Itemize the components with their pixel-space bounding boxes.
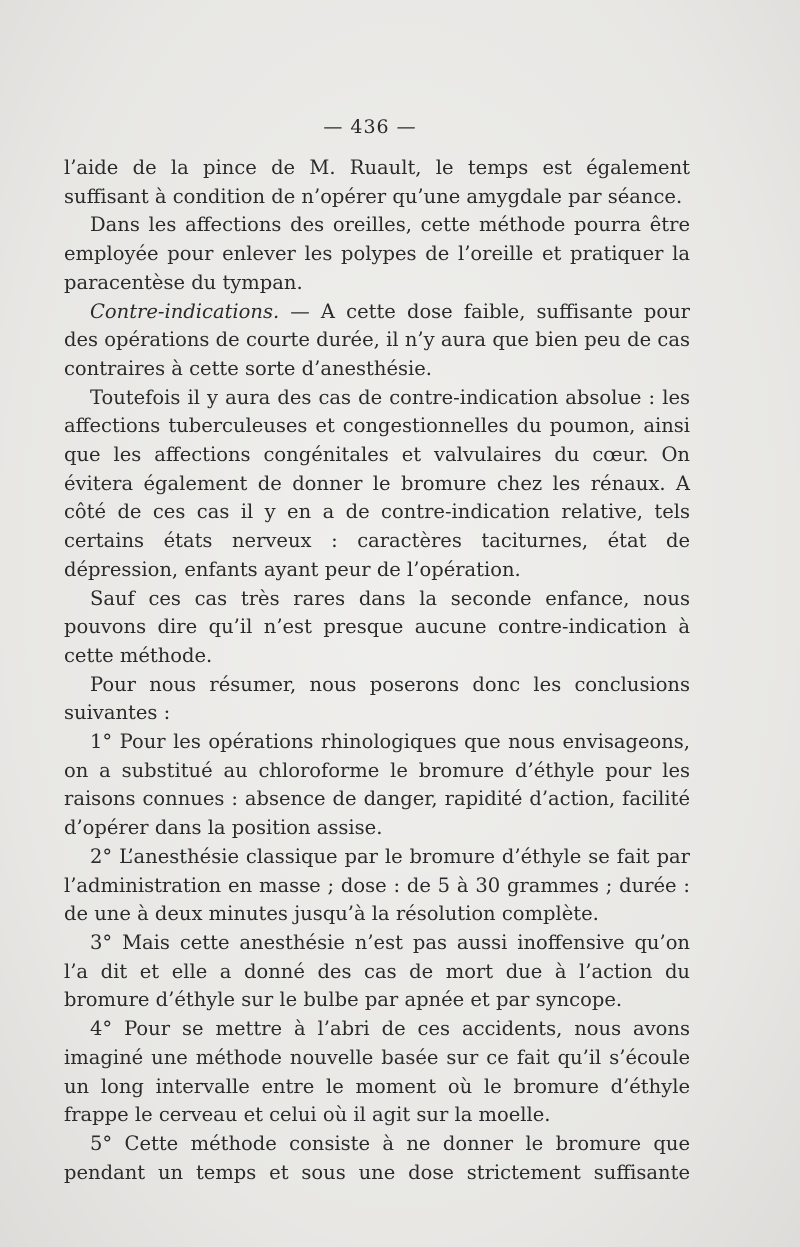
paragraph-4: Toutefois il y aura des cas de contre-indication absolue : les affections tuberculeuses et congestionnelles du poumon, ainsi que les affections congénitales et valvulaires du cœur. On évitera également de donner le bromure chez les rénaux. A côté de ces cas il y en a de contre-indication relative, tels certains états nerveux : caractères taciturnes, état de dépression, enfants ayant peur de l’opération. <box>64 385 690 581</box>
conclusion-5: 5° Cette méthode consiste à ne donner le bromure que pendant un temps et sous une dose strictement suffisante <box>64 1131 690 1184</box>
paragraph-5: Sauf ces cas très rares dans la seconde enfance, nous pouvons dire qu’il n’est presque aucune contre-indication à cette méthode. <box>64 586 690 667</box>
paragraph-6: Pour nous résumer, nous poserons donc les conclusions suivantes : <box>64 672 690 725</box>
conclusion-3: 3° Mais cette anesthésie n’est pas aussi inoffensive qu’on l’a dit et elle a donné des cas de mort due à l’action du bromure d’éthyle sur le bulbe par apnée et par syncope. <box>64 930 690 1012</box>
paragraph-2: Dans les affections des oreilles, cette méthode pourra être employée pour enlever les polypes de l’oreille et pratiquer la paracentèse du tympan. <box>64 213 690 294</box>
contre-indications-heading: Contre-indications. <box>90 299 280 323</box>
paragraph-1: l’aide de la pince de M. Ruault, le temps est également suffisant à condition de n’opérer qu’une amygdale par séance. <box>64 156 690 208</box>
conclusion-4: 4° Pour se mettre à l’abri de ces accidents, nous avons imaginé une méthode nouvelle basée sur ce fait qu’il s’écoule un long intervalle entre le moment où le bromure d’éthyle frappe le cerveau et celui où il agit sur la moelle. <box>64 1017 690 1127</box>
page-number: — 436 — <box>323 116 417 138</box>
body-text <box>64 154 690 1187</box>
paragraph-3 <box>64 298 690 384</box>
conclusion-1: 1° Pour les opérations rhinologiques que nous envisageons, on a substitué au chloroforme le bromure d’éthyle pour les raisons connues : absence de danger, rapidité d’action, facilité d’opérer dans la position assise. <box>64 730 690 840</box>
paragraph-3-text: — A cette dose faible, suffisante pour des opérations de courte durée, il n’y aura que bien peu de cas contraires à cette sorte d’anesthésie. <box>64 299 690 380</box>
conclusion-2: 2° L’anesthésie classique par le bromure d’éthyle se fait par l’administration en masse ; dose : de 5 à 30 grammes ; durée : de une à deux minutes jusqu’à la résolution complète. <box>64 844 690 926</box>
